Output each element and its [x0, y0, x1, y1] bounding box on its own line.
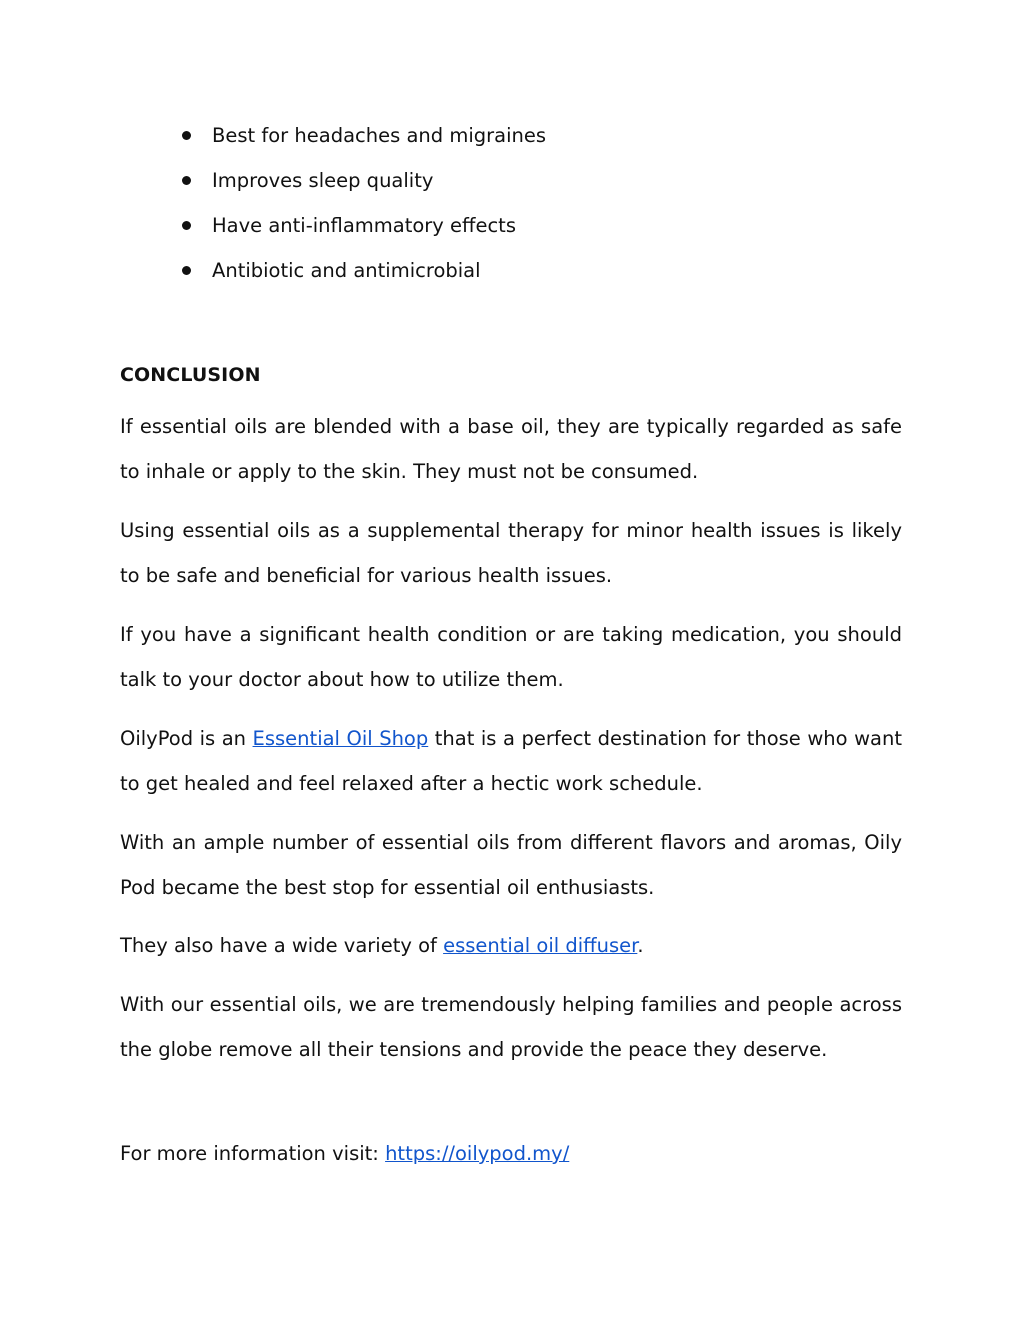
paragraph-text: They also have a wide variety of	[120, 934, 444, 957]
oilypod-website-link[interactable]: https://oilypod.my/	[385, 1142, 570, 1165]
list-item-text: Improves sleep quality	[212, 169, 434, 192]
paragraph-text: For more information visit:	[120, 1142, 386, 1165]
list-item	[182, 167, 902, 212]
paragraph-mission: With our essential oils, we are tremendously helping families and people across the globe remove all their tensions and provide the peace they deserve.	[120, 993, 902, 1061]
paragraph-safety: If essential oils are blended with a base oil, they are typically regarded as safe to inhale or apply to the skin. They must not be consumed.	[120, 415, 902, 483]
paragraph-doctor-advice: If you have a significant health condition or are taking medication, you should talk to your doctor about how to utilize them.	[120, 623, 902, 691]
list-item	[182, 257, 902, 302]
essential-oil-shop-link[interactable]: Essential Oil Shop	[252, 727, 429, 750]
list-item	[182, 122, 902, 167]
paragraph-oil-variety: With an ample number of essential oils from different flavors and aromas, Oily Pod became the best stop for essential oil enthusiasts.	[120, 831, 902, 899]
list-item-text: Best for headaches and migraines	[212, 124, 547, 147]
paragraph-oilypod-shop	[120, 716, 902, 806]
paragraph-supplemental-therapy: Using essential oils as a supplemental therapy for minor health issues is likely to be safe and beneficial for various health issues.	[120, 519, 902, 587]
paragraph-text: that is a perfect destination for those who want to get healed and feel relaxed after a hectic work schedule.	[120, 727, 902, 795]
section-heading: CONCLUSION	[120, 364, 261, 386]
list-item-text: Antibiotic and antimicrobial	[212, 259, 481, 282]
bullet-icon	[182, 221, 191, 230]
benefits-list	[182, 122, 902, 302]
bullet-icon	[182, 131, 191, 140]
paragraph-text: .	[637, 934, 644, 957]
essential-oil-diffuser-link[interactable]: essential oil diffuser	[443, 934, 638, 957]
list-item	[182, 212, 902, 257]
paragraph-diffuser	[120, 923, 902, 968]
list-item-text: Have anti-inflammatory effects	[212, 214, 516, 237]
bullet-icon	[182, 266, 191, 275]
paragraph-text: OilyPod is an	[120, 727, 253, 750]
paragraph-more-info	[120, 1131, 902, 1176]
bullet-icon	[182, 176, 191, 185]
